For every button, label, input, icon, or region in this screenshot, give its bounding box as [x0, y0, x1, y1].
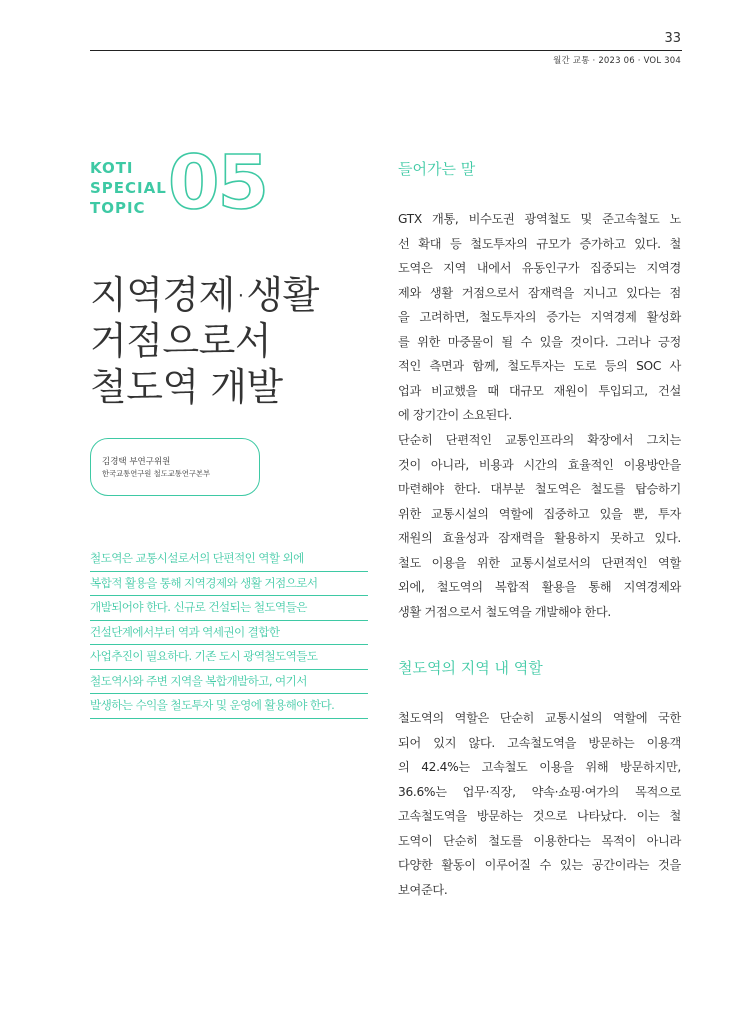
- author-affiliation: 한국교통연구원 철도교통연구본부: [102, 469, 211, 478]
- page-number: 33: [664, 31, 681, 46]
- summary: [90, 547, 368, 719]
- summary-line: 발생하는 수익을 철도투자 및 운영에 활용해야 한다.: [90, 694, 368, 719]
- section-heading-role: 철도역의 지역 내 역할: [398, 659, 543, 677]
- text-line: 의 42.4%는 고속철도 이용을 위해 방문하지만,: [398, 760, 681, 774]
- summary-line: 건설단계에서부터 역과 역세권이 결합한: [90, 621, 368, 646]
- role-paragraph-1: [398, 706, 681, 902]
- intro-paragraph-2: [398, 428, 681, 624]
- header-rule: [90, 50, 682, 51]
- text-line: GTX 개통, 비수도권 광역철도 및 준고속철도 노: [398, 212, 681, 226]
- text-line: 철도역의 역할은 단순히 교통시설의 역할에 국한: [398, 711, 681, 725]
- summary-line: 개발되어야 한다. 신규로 건설되는 철도역들은: [90, 596, 368, 621]
- text-line: 생활 거점으로서 철도역을 개발해야 한다.: [398, 604, 611, 619]
- text-line: 것이 아니라, 비용과 시간의 효율적인 이용방안을: [398, 457, 681, 472]
- title-line: 철도역 개발: [90, 365, 283, 409]
- text-line: 36.6%는 업무·직장, 약속·쇼핑·여가의 목적으로: [398, 784, 681, 799]
- text-line: 에 장기간이 소요된다.: [398, 408, 512, 422]
- summary-line: 철도역은 교통시설로서의 단편적인 역할 외에: [90, 547, 368, 572]
- text-line: 도역은 지역 내에서 유동인구가 집중되는 지역경: [398, 261, 681, 275]
- text-line: 철도 이용을 위한 교통시설로서의 단편적인 역할: [398, 555, 681, 570]
- text-line: 재원의 효율성과 잠재력을 활용하지 못하고 있다.: [398, 531, 681, 545]
- text-line: 되어 있지 않다. 고속철도역을 방문하는 이용객: [398, 735, 681, 750]
- text-line: 를 위한 마중물이 될 수 있을 것이다. 그러나 긍정: [398, 334, 681, 349]
- summary-line: 복합적 활용을 통해 지역경제와 생활 거점으로서: [90, 572, 368, 597]
- journal-info: 월간 교통 · 2023 06 · VOL 304: [553, 56, 681, 66]
- text-line: 선 확대 등 철도투자의 규모가 증가하고 있다. 철: [398, 236, 681, 251]
- text-line: 다양한 활동이 이루어질 수 있는 공간이라는 것을: [398, 858, 681, 872]
- series-line: KOTI: [90, 159, 134, 177]
- series-line: SPECIAL: [90, 179, 167, 197]
- author-name: 김경택 부연구위원: [102, 457, 171, 467]
- summary-line: 철도역사와 주변 지역을 복합개발하고, 여기서: [90, 670, 368, 695]
- summary-line: 사업추진이 필요하다. 기존 도시 광역철도역들도: [90, 645, 368, 670]
- text-line: 업과 비교했을 때 대규모 재원이 투입되고, 건설: [398, 383, 681, 398]
- title-line: 지역경제·생활: [90, 273, 319, 317]
- series-line: TOPIC: [90, 199, 146, 217]
- text-line: 을 고려하면, 철도투자의 증가는 지역경제 활성화: [398, 310, 681, 324]
- text-line: 제와 생활 거점으로서 잠재력을 지니고 있다는 점: [398, 285, 681, 300]
- text-line: 보여준다.: [398, 882, 448, 897]
- text-line: 위한 교통시설의 역할에 집중하고 있을 뿐, 투자: [398, 506, 681, 521]
- section-heading-intro: 들어가는 말: [398, 160, 476, 178]
- article-title: [90, 272, 319, 410]
- text-line: 도역이 단순히 철도를 이용한다는 목적이 아니라: [398, 833, 681, 848]
- text-line: 적인 측면과 함께, 철도투자는 도로 등의 SOC 사: [398, 359, 681, 373]
- series-label: [90, 158, 167, 218]
- text-line: 외에, 철도역의 복합적 활용을 통해 지역경제와: [398, 580, 681, 594]
- text-line: 마련해야 한다. 대부분 철도역은 철도를 탑승하기: [398, 482, 681, 496]
- text-line: 고속철도역을 방문하는 것으로 나타났다. 이는 철: [398, 809, 681, 823]
- title-line: 거점으로서: [90, 319, 272, 363]
- text-line: 단순히 단편적인 교통인프라의 확장에서 그치는: [398, 433, 681, 447]
- author-box: [90, 438, 260, 496]
- series-number: 05: [168, 140, 267, 226]
- intro-paragraph-1: [398, 207, 681, 428]
